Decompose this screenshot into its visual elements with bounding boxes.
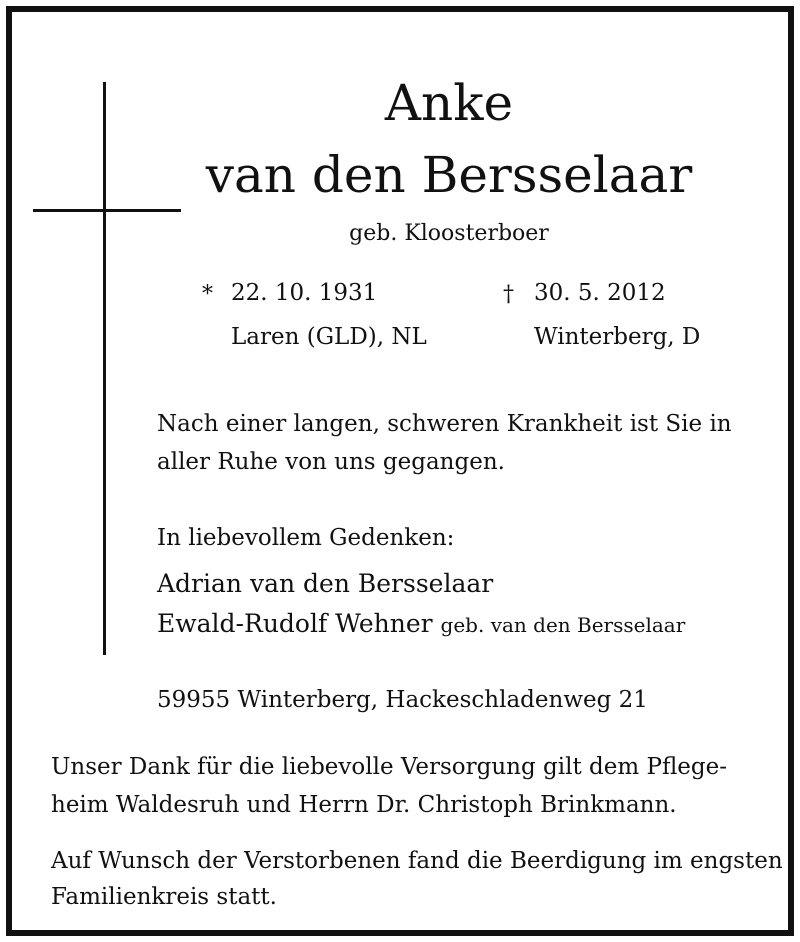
- last-name: van den Bersselaar: [205, 146, 693, 204]
- death-date: 30. 5. 2012: [534, 280, 666, 306]
- funeral-line-1: Auf Wunsch der Verstorbenen fand die Beerdigung im engsten: [51, 848, 783, 874]
- thanks-line-2: heim Waldesruh und Herrn Dr. Christoph Brinkmann.: [51, 792, 677, 818]
- mourner-name-1: Adrian van den Bersselaar: [157, 569, 494, 598]
- message-line-1: Nach einer langen, schweren Krankheit ist Sie in: [157, 411, 732, 437]
- funeral-line-2: Familienkreis statt.: [51, 884, 277, 910]
- mourners-intro: In liebevollem Gedenken:: [157, 525, 455, 551]
- death-place: Winterberg, D: [534, 324, 701, 350]
- birth-date: 22. 10. 1931: [231, 280, 378, 306]
- thanks-line-1: Unser Dank für die liebevolle Versorgung gilt dem Pflege-: [51, 754, 728, 780]
- mourner-name-2: Ewald-Rudolf Wehner: [157, 609, 433, 638]
- maiden-name: geb. Kloosterboer: [349, 221, 549, 246]
- first-name: Anke: [384, 74, 514, 132]
- death-dagger-icon: †: [503, 282, 514, 307]
- birth-star-icon: *: [202, 282, 213, 307]
- mourner-name-2-note: geb. van den Bersselaar: [440, 613, 686, 637]
- birth-place: Laren (GLD), NL: [231, 324, 427, 350]
- message-line-2: aller Ruhe von uns gegangen.: [157, 449, 505, 475]
- cross-icon-bar: [33, 209, 181, 212]
- mourner-name-2-line: [157, 606, 685, 643]
- address: 59955 Winterberg, Hackeschladenweg 21: [157, 687, 648, 713]
